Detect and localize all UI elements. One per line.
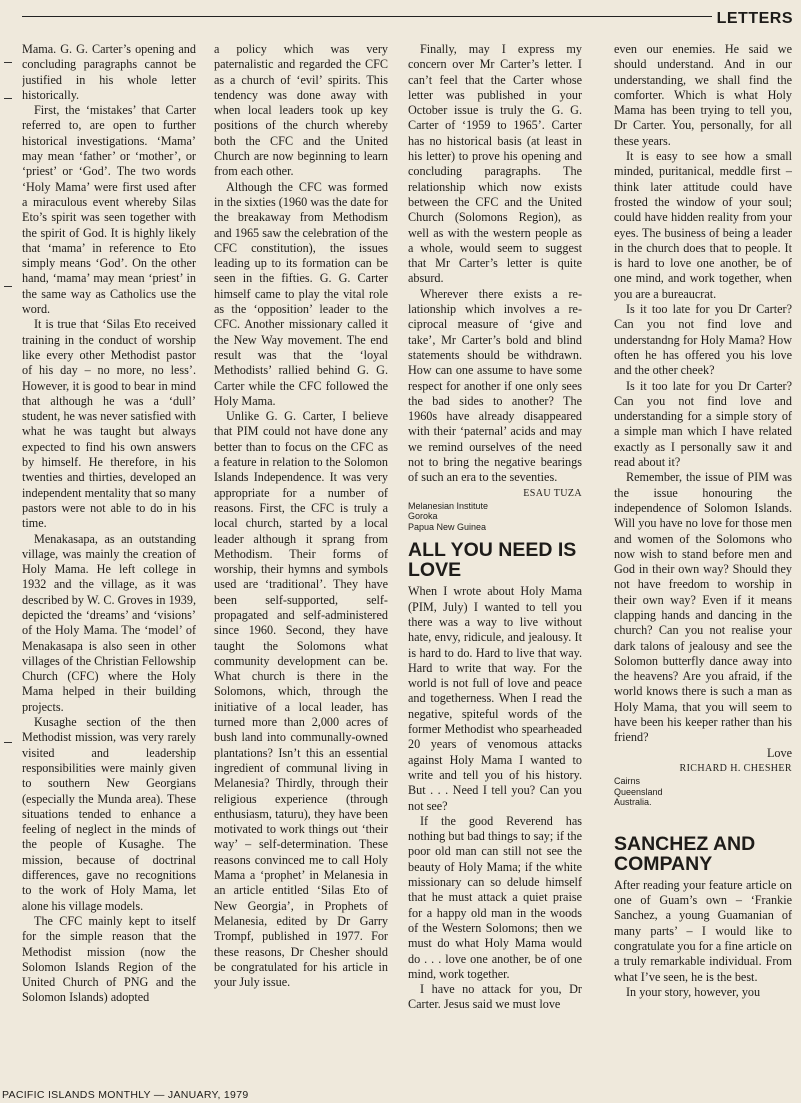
margin-mark: [4, 62, 12, 63]
location-line: Australia.: [614, 797, 652, 808]
paragraph: even our enemies. He said we should understand. And in our understanding, we shall find the comforter. Which is what Holy Mama has been trying to tell you, Dr Carter. You, personally, for all these years.: [614, 42, 792, 148]
paragraph: Kusaghe section of the then Methodist mission, was very rarely visited and leadership responsibilities were mainly given to southern New Georgians (especially the Munda area). These situations tended to enhance a feeling of neglect in the minds of the people of Kusaghe. The mission, because of doctrinal differences, gave no recognitions to the work of Holy Mama, let alone his village models.: [22, 715, 196, 913]
paragraph: Mama. G. G. Carter’s opening and concluding paragraphs cannot be justified in his whole letter historically.: [22, 42, 196, 102]
margin-mark: [4, 98, 12, 99]
paragraph: Finally, may I express my concern over Mr Carter’s letter. I can’t feel that the Carter whose letter was published in your October issue is truly the G. G. Carter of ‘1959 to 1965’. Carter has no historical basis (at least in his letter) to prove his opening and concluding paragraphs. The relationship which now exists between the CFC and the United Church (Solomons Region), as well as with the western people as a whole, would seem to suggest that Mr Carter’s letter is quite absurd.: [408, 42, 582, 286]
signature-location: [408, 501, 582, 533]
letter-headline: SANCHEZ AND COMPANY: [614, 832, 756, 875]
column-3: [408, 42, 582, 1082]
letter-signature: ESAU TUZA: [523, 487, 582, 499]
paragraph: Wherever there exists a relationship which involves a reciprocal measure of ‘give and take’, Mr Carter’s bold and blind statements should be withdrawn. How can one assume to have some respect for another if one only sees the bad sides to another? The 1960s have already disappeared with their ‘paternal’ acids and may we remind ourselves of the need not to bring the negative bearings of such an era to the seventies.: [408, 286, 582, 485]
location-line: Melanesian Institute: [408, 500, 489, 511]
paragraph: After reading your feature article on one of Guam’s own – ‘Frankie Sanchez, a young Guamanian of many parts’ – I would like to congratulate you for a fine article on a truly remarkable individual. From what I’ve seen, he is the best.: [614, 877, 792, 984]
location-line: Goroka: [408, 511, 438, 522]
column-1: [22, 42, 196, 1082]
paragraph: When I wrote about Holy Mama (PIM, July) I wanted to tell you there was a way to live without hate, envy, ridicule, and jealousy. It is hard to do. Hard to live that way. Hard to write that way. For the world is not full of love and peace and togetherness. When I read the negative, spiteful words of the former Methodist who spearheaded 20 years of venomous attacks against Holy Mama I wanted to write and tell you of his history. But . . . Need I tell you? Can you not see?: [408, 584, 582, 813]
margin-mark: [4, 286, 12, 287]
paragraph: It is easy to see how a small minded, puritanical, meddle first – think later attitude could have frosted the window of your soul; could have hidden reality from your eyes. The business of being a leader in the church does that to people. It is hard to love one another, be of one mind, and work together, when you are a bureaucrat.: [614, 149, 792, 301]
paragraph: If the good Reverend has nothing but bad things to say; if the poor old man can still not see the beauty of Holy Mama; if the white missionary can so delude himself that he must attack a quiet praise for a happy old man in the woods of the Western Solomons; then we must do what Holy Mama would do . . . love one another, be of one mind, work together.: [408, 813, 582, 981]
column-2: [214, 42, 388, 1082]
paragraph: a policy which was very paternalistic and regarded the CFC as a church of ‘evil’ spirits. This tendency was done away with when local leaders took up key positions of the church whereby both the CFC and the United Church are now beginning to learn from each other.: [214, 42, 388, 179]
paragraph: It is true that ‘Silas Eto received training in the conduct of worship like every other Methodist pastor of his day – no more, no less’. However, it is good to bear in mind that although he was a ‘dull’ student, he was never satisfied with what he was taught but always expected to find his own answers by himself. He therefore, in his twenties and thirties, developed an independent mentality that so many pastors were not able to do in his time.: [22, 317, 196, 531]
header-rule: [22, 16, 712, 17]
paragraph: First, the ‘mistakes’ that Carter referred to, are open to further historical investigations. ‘Mama’ may mean ‘father’ or ‘mother’, or ‘priest’ or ‘God’. The two words ‘Holy Mama’ were first used after a miraculous event whereby Silas Eto’s spirit was seen together with the spirit of God. It is highly likely that ‘mama’ in reference to Eto simply means ‘God’. On the other hand, ‘mama’ may mean ‘priest’ in the same way as Catholics use the word.: [22, 103, 196, 317]
paragraph: The CFC mainly kept to itself for the simple reason that the Methodist mission (now the Solomon Islands Region of the United Church of PNG and the Solomon Islands) adopted: [22, 913, 196, 1005]
letter-signature: RICHARD H. CHESHER: [679, 762, 792, 774]
paragraph: Is it too late for you Dr Carter? Can you not find love and understanding for a simple story of a simple man which I have related exactly as I personally saw it and read about it?: [614, 378, 792, 470]
paragraph: Although the CFC was formed in the sixties (1960 was the date for the breakaway from Methodism and 1965 saw the celebration of the CFC constitution), the issues leading up to its formation can be seen in the fifties. G. G. Carter himself came to play the vital role as the ‘opposition’ leader to the CFC. Another missionary called it the New Way movement. The end result was that the ‘loyal Methodists’ rallied behind G. G. Carter while the CFC followed the Holy Mama.: [214, 179, 388, 408]
letter-headline: ALL YOU NEED IS LOVE: [408, 539, 577, 582]
paragraph: I have no attack for you, Dr Carter. Jesus said we must love: [408, 982, 582, 1012]
column-4: [614, 42, 792, 1082]
paragraph: In your story, however, you: [626, 984, 761, 999]
letter-closing: Love: [766, 745, 792, 760]
paragraph: Unlike G. G. Carter, I believe that PIM could not have done any better than to focus on the CFC as a feature in relation to the Solomon Islands Independence. It was very appropriate for a number of reasons. First, the CFC is truly a local church, started by a local leader although it sprang from Methodism. Their forms of worship, their hymns and symbols used are ‘traditional’. They have been self-supported, self-propagated and self-administered since 1960. Second, they have taught the Solomons what community development can be. What church is there in the Solomons, which, through the initiative of a local leader, has turned more than 2,000 acres of bush land into communally-owned plantations? Isn’t this an essential ingredient of communal living in Melanesia? Thirdly, through their religious experience (through enthusiasm, taturu), they have been motivated to work things out ‘their way’ – self-determination. These reasons convinced me to call Holy Mama a ‘prophet’ in Melanesia in an article entitled ‘Silas Eto of New Georgia’, in Prophets of Melanesia, edited by Dr Garry Trompf, published in 1977. For these reasons, Dr Chesher should be congratulated for his article in your July issue.: [214, 409, 388, 990]
location-line: Cairns: [614, 776, 641, 787]
paragraph: Menakasapa, as an outstanding village, was mainly the creation of Holy Mama. He left college in 1932 and the village, as it was described by W. C. Groves in 1939, depicted the ‘dreams’ and ‘visions’ of the Holy Mama. The ‘model’ of Menakasapa is also seen in other villages of the Christian Fellowship Church (CFC) where the Holy Mama helped in their building projects.: [22, 531, 196, 714]
page-footer: PACIFIC ISLANDS MONTHLY — JANUARY, 1979: [2, 1089, 249, 1101]
spacer: [614, 808, 792, 826]
paragraph: Is it too late for you Dr Carter? Can you not find love and understandng for Holy Mama? How often he has offered you his love and the other cheek?: [614, 302, 792, 378]
margin-mark: [4, 742, 12, 743]
paragraph: Remember, the issue of PIM was the issue honouring the independence of Solomon Islands. Will you have no love for those men and women of the Solomons who now wish to stand before men and God in their own way? Should they not have freedom to worship in their own way? Even if it means clapping hands and dancing in the church? Can you not realise your dark talons of jealousy and see the Solomon butterfly dance away into the heavens? Are you afraid, if the world knows there is such a man as Holy Mama, that you will seem to have been his keeper rather than his friend?: [614, 470, 792, 745]
signature-location: [614, 776, 792, 808]
location-line: Papua New Guinea: [408, 521, 487, 532]
section-label: LETTERS: [716, 10, 793, 27]
location-line: Queensland: [614, 786, 663, 797]
